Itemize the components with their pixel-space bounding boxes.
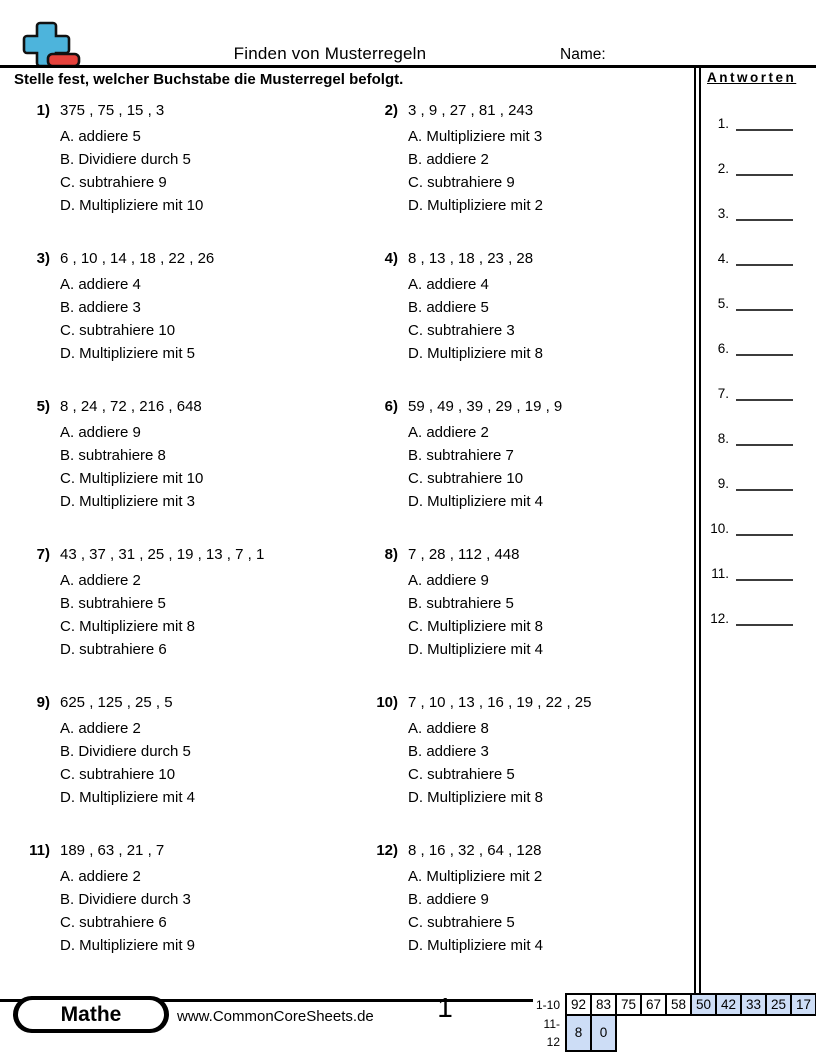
score-cell: 58 bbox=[666, 994, 691, 1015]
choice-d: D. Multipliziere mit 9 bbox=[60, 937, 196, 954]
problem-number: 7) bbox=[36, 546, 50, 563]
answer-number: 3. bbox=[717, 206, 729, 221]
answer-number: 4. bbox=[717, 251, 729, 266]
answer-slot bbox=[703, 338, 815, 357]
choice-b: B. Dividiere durch 3 bbox=[60, 891, 191, 908]
answers-column-divider bbox=[694, 65, 701, 993]
answer-number: 5. bbox=[717, 296, 729, 311]
answer-blank bbox=[736, 622, 793, 626]
choice-b: B. subtrahiere 8 bbox=[60, 447, 166, 464]
choice-c: C. subtrahiere 10 bbox=[60, 766, 176, 783]
choice-c: C. subtrahiere 10 bbox=[408, 470, 524, 487]
problem-number: 5) bbox=[36, 398, 50, 415]
answer-blank bbox=[736, 262, 793, 266]
plus-minus-logo-icon bbox=[13, 21, 81, 68]
choice-c: C. subtrahiere 6 bbox=[60, 914, 167, 931]
problem-number: 8) bbox=[384, 546, 398, 563]
problem-3 bbox=[14, 249, 362, 397]
answer-number: 1. bbox=[717, 116, 729, 131]
choice-a: A. addiere 2 bbox=[60, 720, 141, 737]
website-url: www.CommonCoreSheets.de bbox=[177, 1008, 374, 1025]
choice-d: D. Multipliziere mit 4 bbox=[408, 937, 544, 954]
answer-number: 11. bbox=[711, 566, 729, 581]
choice-b: B. subtrahiere 5 bbox=[60, 595, 166, 612]
answer-blank bbox=[736, 352, 793, 356]
choice-b: B. Dividiere durch 5 bbox=[60, 151, 191, 168]
subject-badge bbox=[13, 996, 169, 1033]
choice-d: D. Multipliziere mit 4 bbox=[408, 493, 544, 510]
problem-number: 1) bbox=[36, 102, 50, 119]
choice-d: D. Multipliziere mit 5 bbox=[60, 345, 196, 362]
score-cell: 25 bbox=[766, 994, 791, 1015]
score-cell: 92 bbox=[566, 994, 591, 1015]
choice-c: C. Multipliziere mit 8 bbox=[60, 618, 196, 635]
choice-c: C. subtrahiere 9 bbox=[408, 174, 515, 191]
instruction-text: Stelle fest, welcher Buchstabe die Musterregel befolgt. bbox=[14, 71, 404, 88]
problem-5 bbox=[14, 397, 362, 545]
score-cell: 83 bbox=[591, 994, 616, 1015]
choice-d: D. subtrahiere 6 bbox=[60, 641, 167, 658]
answer-slot bbox=[703, 203, 815, 222]
choice-a: A. addiere 5 bbox=[60, 128, 141, 145]
choice-a: A. addiere 9 bbox=[408, 572, 489, 589]
choice-b: B. subtrahiere 7 bbox=[408, 447, 514, 464]
problem-7 bbox=[14, 545, 362, 693]
problem-9 bbox=[14, 693, 362, 841]
problem-sequence: 7 , 28 , 112 , 448 bbox=[408, 546, 520, 563]
answer-slot bbox=[703, 428, 815, 447]
choice-a: A. addiere 9 bbox=[60, 424, 141, 441]
problem-12 bbox=[362, 841, 690, 989]
choice-c: C. subtrahiere 9 bbox=[60, 174, 167, 191]
problem-sequence: 375 , 75 , 15 , 3 bbox=[60, 102, 165, 119]
answer-blank bbox=[736, 577, 793, 581]
choice-c: C. subtrahiere 5 bbox=[408, 766, 515, 783]
choice-d: D. Multipliziere mit 10 bbox=[60, 197, 204, 214]
problem-sequence: 3 , 9 , 27 , 81 , 243 bbox=[408, 102, 534, 119]
answer-blank bbox=[736, 127, 793, 131]
answer-number: 7. bbox=[717, 386, 729, 401]
problem-sequence: 59 , 49 , 39 , 29 , 19 , 9 bbox=[408, 398, 563, 415]
answer-slot bbox=[703, 518, 815, 537]
problem-sequence: 8 , 16 , 32 , 64 , 128 bbox=[408, 842, 542, 859]
choice-a: A. Multipliziere mit 3 bbox=[408, 128, 543, 145]
answer-blank bbox=[736, 217, 793, 221]
problem-6 bbox=[362, 397, 690, 545]
choice-d: D. Multipliziere mit 2 bbox=[408, 197, 544, 214]
problem-10 bbox=[362, 693, 690, 841]
choice-b: B. addiere 5 bbox=[408, 299, 489, 316]
answer-blank bbox=[736, 487, 793, 491]
answer-slot bbox=[703, 293, 815, 312]
answer-blank bbox=[736, 172, 793, 176]
score-cell: 50 bbox=[691, 994, 716, 1015]
answers-panel bbox=[703, 70, 815, 653]
answer-slot bbox=[703, 383, 815, 402]
answer-slot bbox=[703, 473, 815, 492]
choice-d: D. Multipliziere mit 4 bbox=[60, 789, 196, 806]
score-cell: 33 bbox=[741, 994, 766, 1015]
answer-slot bbox=[703, 608, 815, 627]
problem-number: 12) bbox=[376, 842, 398, 859]
answer-number: 12. bbox=[710, 611, 729, 626]
name-label: Name: bbox=[560, 46, 606, 63]
score-row-label: 11-12 bbox=[543, 1017, 560, 1049]
problem-1 bbox=[14, 101, 362, 249]
page-title: Finden von Musterregeln bbox=[233, 44, 427, 63]
problem-4 bbox=[362, 249, 690, 397]
problem-sequence: 8 , 24 , 72 , 216 , 648 bbox=[60, 398, 202, 415]
problem-number: 11) bbox=[29, 842, 50, 859]
answer-blank bbox=[736, 307, 793, 311]
choice-c: C. Multipliziere mit 10 bbox=[60, 470, 204, 487]
choice-c: C. Multipliziere mit 8 bbox=[408, 618, 544, 635]
choice-b: B. addiere 9 bbox=[408, 891, 489, 908]
answer-blank bbox=[736, 442, 793, 446]
choice-d: D. Multipliziere mit 8 bbox=[408, 345, 544, 362]
choice-b: B. addiere 3 bbox=[408, 743, 489, 760]
score-cell: 8 bbox=[566, 1015, 591, 1051]
problem-number: 4) bbox=[384, 250, 398, 267]
answer-number: 2. bbox=[717, 161, 729, 176]
answer-slot bbox=[703, 563, 815, 582]
choice-a: A. addiere 4 bbox=[408, 276, 489, 293]
problem-sequence: 8 , 13 , 18 , 23 , 28 bbox=[408, 250, 534, 267]
choice-a: A. addiere 2 bbox=[408, 424, 489, 441]
choice-b: B. addiere 2 bbox=[408, 151, 489, 168]
problem-11 bbox=[14, 841, 362, 989]
answer-number: 6. bbox=[717, 341, 729, 356]
problem-sequence: 625 , 125 , 25 , 5 bbox=[60, 694, 173, 711]
page-number: 1 bbox=[437, 992, 453, 1023]
choice-a: A. addiere 8 bbox=[408, 720, 489, 737]
score-cell: 17 bbox=[791, 994, 816, 1015]
subject-label: Mathe bbox=[18, 1000, 164, 1029]
choice-c: C. subtrahiere 3 bbox=[408, 322, 515, 339]
problem-sequence: 7 , 10 , 13 , 16 , 19 , 22 , 25 bbox=[408, 694, 592, 711]
choice-b: B. subtrahiere 5 bbox=[408, 595, 514, 612]
score-cell: 42 bbox=[716, 994, 741, 1015]
choice-d: D. Multipliziere mit 8 bbox=[408, 789, 544, 806]
choice-a: A. addiere 2 bbox=[60, 868, 141, 885]
answer-slot bbox=[703, 248, 815, 267]
problem-8 bbox=[362, 545, 690, 693]
choice-a: A. addiere 2 bbox=[60, 572, 141, 589]
problem-number: 6) bbox=[384, 398, 398, 415]
choice-a: A. Multipliziere mit 2 bbox=[408, 868, 543, 885]
answer-number: 9. bbox=[717, 476, 729, 491]
choice-d: D. Multipliziere mit 3 bbox=[60, 493, 196, 510]
score-row-2 bbox=[528, 1015, 816, 1051]
answer-slot bbox=[703, 158, 815, 177]
choice-c: C. subtrahiere 10 bbox=[60, 322, 176, 339]
score-row-1 bbox=[528, 994, 816, 1015]
score-grid bbox=[528, 993, 816, 1052]
problem-sequence: 189 , 63 , 21 , 7 bbox=[60, 842, 165, 859]
choice-b: B. addiere 3 bbox=[60, 299, 141, 316]
answer-blank bbox=[736, 532, 793, 536]
problem-number: 2) bbox=[384, 102, 398, 119]
problem-sequence: 43 , 37 , 31 , 25 , 19 , 13 , 7 , 1 bbox=[60, 546, 265, 563]
answers-list bbox=[703, 113, 815, 627]
choice-c: C. subtrahiere 5 bbox=[408, 914, 515, 931]
answer-slot bbox=[703, 113, 815, 132]
problem-2 bbox=[362, 101, 690, 249]
problem-number: 9) bbox=[36, 694, 50, 711]
score-row-label: 1-10 bbox=[535, 997, 560, 1012]
score-cell: 0 bbox=[591, 1015, 616, 1051]
score-cell: 75 bbox=[616, 994, 641, 1015]
answer-blank bbox=[736, 397, 793, 401]
choice-d: D. Multipliziere mit 4 bbox=[408, 641, 544, 658]
answers-title: Antworten bbox=[707, 70, 797, 85]
answer-number: 8. bbox=[717, 431, 729, 446]
problem-sequence: 6 , 10 , 14 , 18 , 22 , 26 bbox=[60, 250, 215, 267]
answer-number: 10. bbox=[710, 521, 729, 536]
choice-a: A. addiere 4 bbox=[60, 276, 141, 293]
problem-number: 10) bbox=[376, 694, 398, 711]
score-cell: 67 bbox=[641, 994, 666, 1015]
problems-grid bbox=[14, 101, 690, 989]
problem-number: 3) bbox=[36, 250, 50, 267]
choice-b: B. Dividiere durch 5 bbox=[60, 743, 191, 760]
